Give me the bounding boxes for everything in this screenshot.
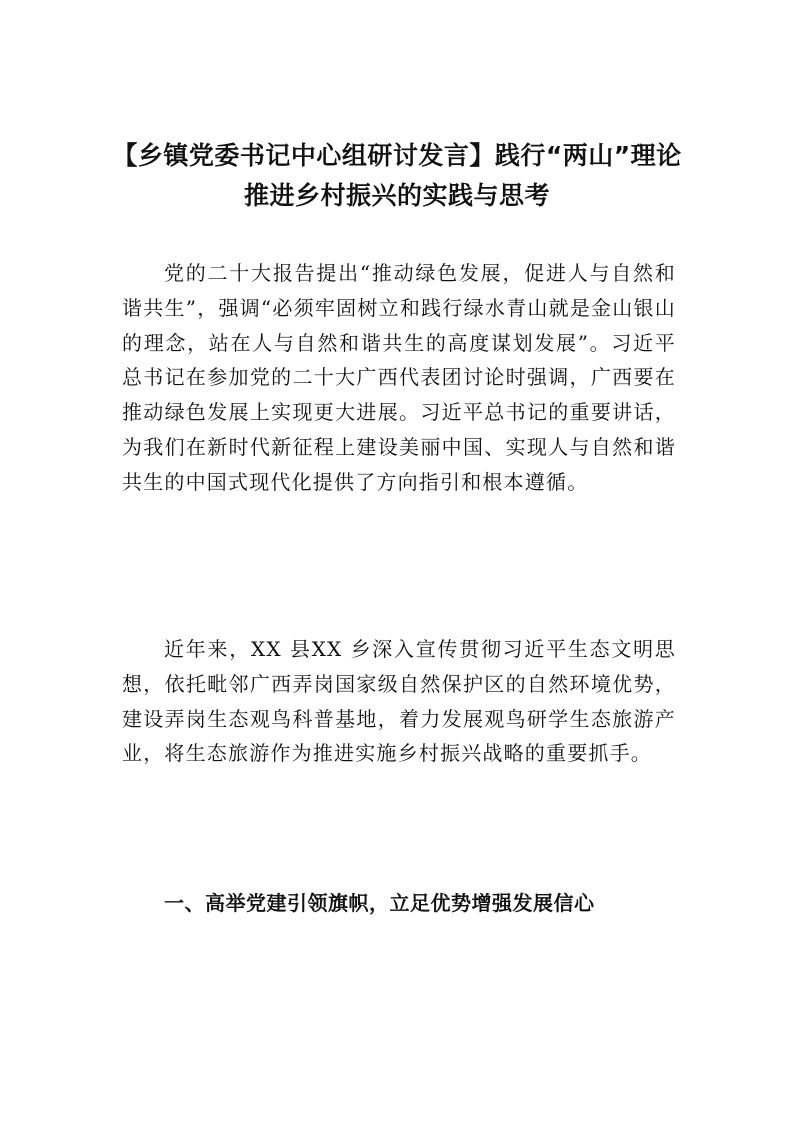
document-title: 【乡镇党委书记中心组研讨发言】践行“两山”理论推进乡村振兴的实践与思考: [112, 141, 682, 210]
body-paragraph-2: 近年来，XX 县XX 乡深入宣传贯彻习近平生态文明思想，依托毗邻广西弄岗国家级自然保护区的自然环境优势，建设弄岗生态观鸟科普基地，着力发展观鸟研学生态旅游产业，将生态旅游作为推进实施乡村振兴战略的重要抓手。: [122, 637, 676, 766]
body-paragraph-1: 党的二十大报告提出“推动绿色发展，促进人与自然和谐共生”，强调“必须牢固树立和践行绿水青山就是金山银山的理念，站在人与自然和谐共生的高度谋划发展”。习近平总书记在参加党的二十大广西代表团讨论时强调，广西要在推动绿色发展上实现更大进展。习近平总书记的重要讲话，为我们在新时代新征程上建设美丽中国、实现人与自然和谐共生的中国式现代化提供了方向指引和根本遵循。: [122, 261, 676, 494]
section-heading: 一、高举党建引领旗帜，立足优势增强发展信心: [164, 891, 595, 915]
